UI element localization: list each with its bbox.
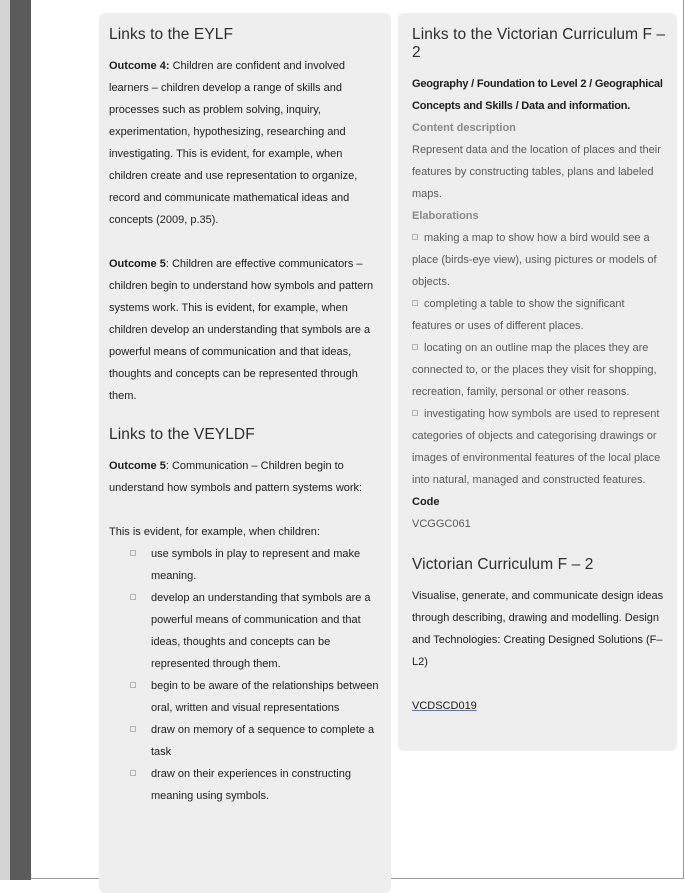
bullet-box-icon: [412, 410, 418, 416]
vc2-code-link[interactable]: VCDSCD019: [412, 700, 477, 712]
elaboration-item: locating on an outline map the places they are connected to, or the places they visit for shopping, recreation, family, personal or other reasons.: [412, 342, 657, 398]
geography-title: Geography / Foundation to Level 2 / Geographical Concepts and Skills / Data and information.: [412, 78, 663, 112]
code-label: Code: [412, 496, 440, 508]
list-item: begin to be aware of the relationships between oral, written and visual representations: [109, 675, 381, 719]
veyldf-bullet-list: [109, 543, 381, 807]
bullet-box-icon: [130, 682, 136, 688]
veyldf-outcome-text: : Communication – Children begin to understand how symbols and pattern systems work:: [109, 460, 363, 494]
elaboration-item: making a map to show how a bird would see a place (birds-eye view), using pictures or models of objects.: [412, 232, 657, 288]
outcome-5-label: Outcome 5: [109, 258, 166, 270]
page-gutter-bar: [10, 0, 31, 880]
list-item: develop an understanding that symbols are a powerful means of communication and that ideas, thoughts and concepts can be represented through them.: [109, 587, 381, 675]
list-item: draw on their experiences in constructing meaning using symbols.: [109, 763, 381, 807]
elaborations-label: Elaborations: [412, 210, 479, 222]
list-item: use symbols in play to represent and make meaning.: [109, 543, 381, 587]
list-item: draw on memory of a sequence to complete a task: [109, 719, 381, 763]
bullet-box-icon: [130, 594, 136, 600]
vc2-code-line: [412, 695, 667, 717]
elaboration-item: completing a table to show the significant features or uses of different places.: [412, 298, 625, 332]
left-margin-bar: [0, 0, 10, 880]
outcome-5-text: : Children are effective communicators – children begin to understand how symbols and pattern systems work. This is evident, for example, when children develop an understanding that symbols are a powerful means of communication and that ideas, thoughts and concepts can be represented through them.: [109, 258, 374, 402]
victorian-curriculum-panel: [398, 13, 677, 751]
outcome-4-text: Children are confident and involved learners – children develop a range of skills and processes such as problem solving, inquiry, experimentation, hypothesizing, researching and investigating. This is evident, for example, when children create and use representation to organize, record and communicate mathematical ideas and concepts (2009, p.35).: [109, 60, 358, 226]
eylf-heading: Links to the EYLF: [109, 26, 234, 43]
elaboration-item: investigating how symbols are used to represent categories of objects and categorising drawings or images of environmental features of the local place into natural, managed and constructed features.: [412, 408, 661, 486]
bullet-box-icon: [412, 300, 418, 306]
content-description-label: Content description: [412, 122, 516, 134]
eylf-panel: [99, 13, 391, 893]
content-description-text: Represent data and the location of places and their features by constructing tables, plans and labeled maps.: [412, 144, 661, 200]
veyldf-outcome-label: Outcome 5: [109, 460, 166, 472]
evident-intro: This is evident, for example, when children:: [109, 526, 320, 538]
vc2-heading: Victorian Curriculum F – 2: [412, 556, 594, 573]
bullet-box-icon: [130, 770, 136, 776]
vc-heading: Links to the Victorian Curriculum F – 2: [412, 26, 666, 61]
outcome-4-label: Outcome 4:: [109, 60, 170, 72]
bullet-box-icon: [130, 550, 136, 556]
eylf-outcome-4: [109, 55, 381, 231]
code-value: VCGGC061: [412, 518, 471, 530]
vc2-text: Visualise, generate, and communicate design ideas through describing, drawing and modelling. Design and Technologies: Creating Designed Solutions (F–L2): [412, 590, 664, 668]
eylf-outcome-5: [109, 253, 381, 407]
bullet-box-icon: [412, 234, 418, 240]
bullet-box-icon: [412, 344, 418, 350]
veyldf-outcome: [109, 455, 381, 499]
veyldf-heading: Links to the VEYLDF: [109, 426, 255, 443]
bullet-box-icon: [130, 726, 136, 732]
